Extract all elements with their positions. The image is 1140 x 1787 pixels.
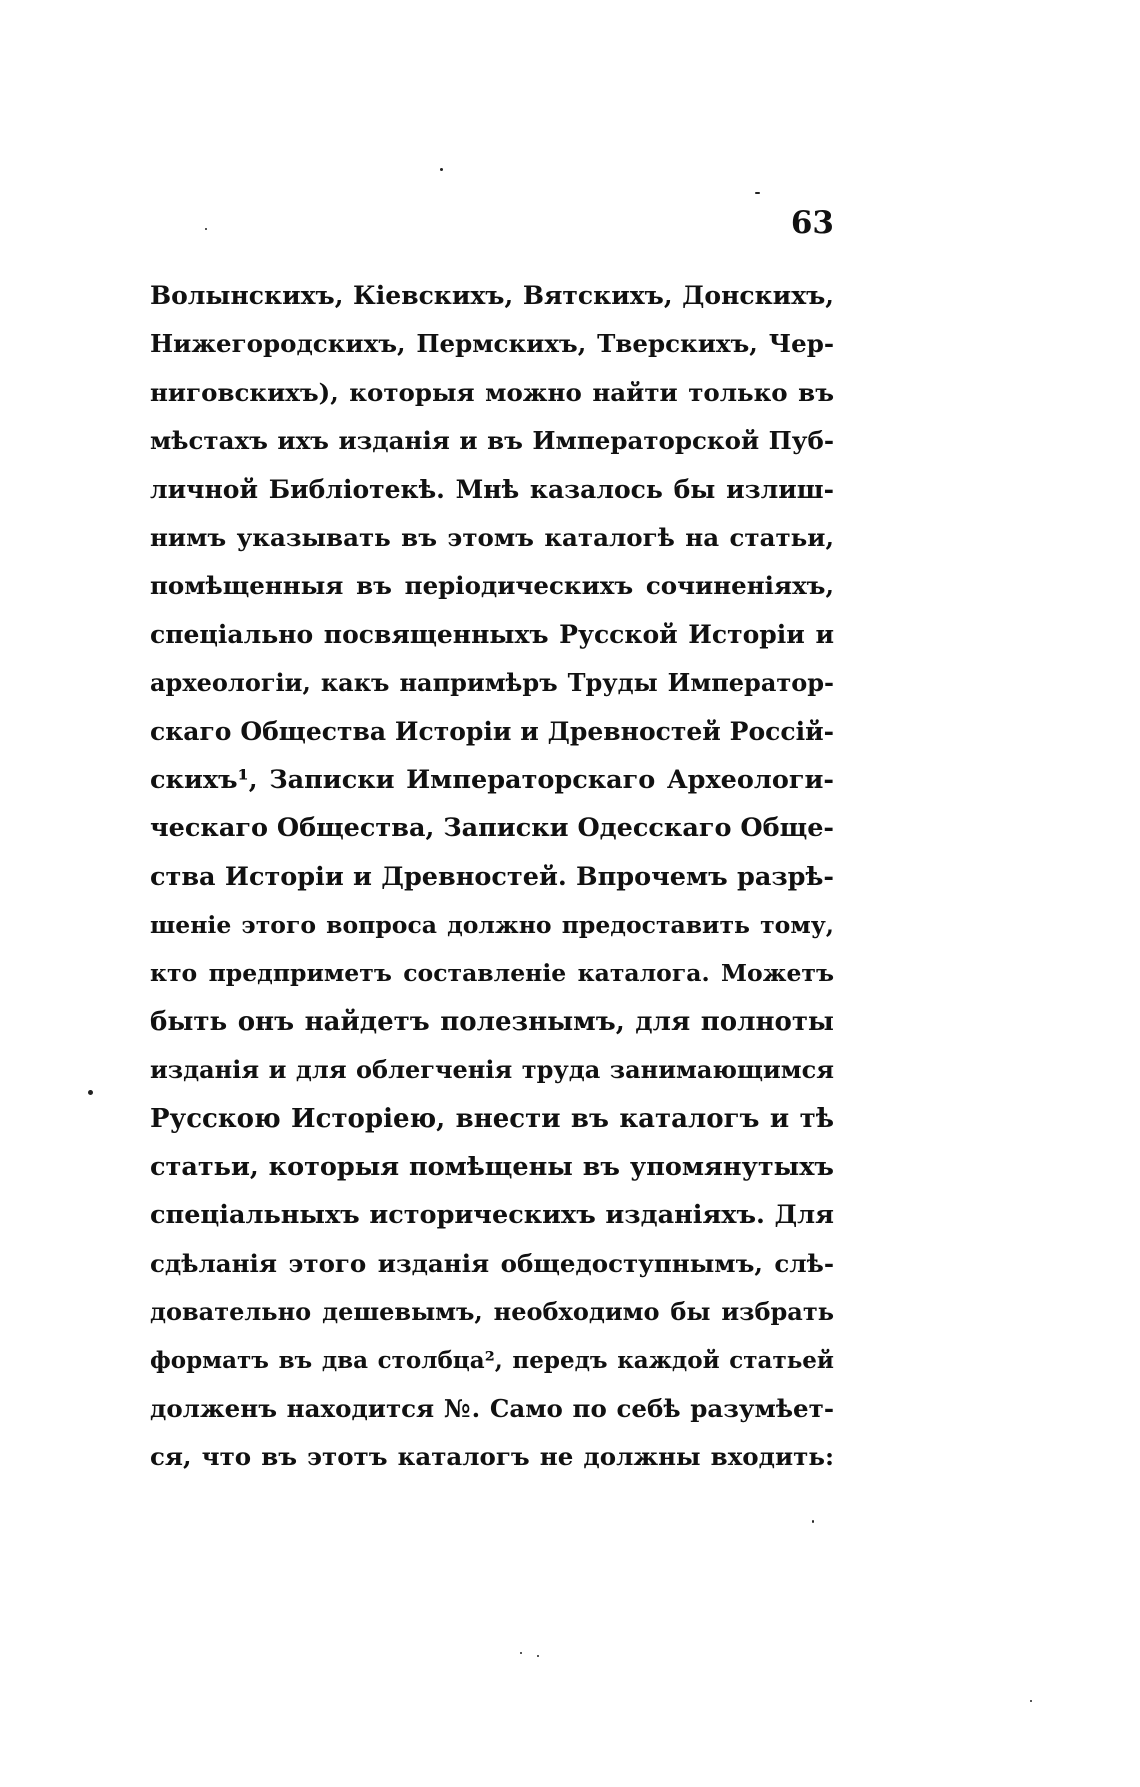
- scan-speck: [812, 1520, 814, 1523]
- text-line: Волынскихъ, Кіевскихъ, Вятскихъ, Донскихъ,: [150, 281, 834, 310]
- scan-speck: [537, 1655, 539, 1657]
- text-line: личной Библіотекѣ. Мнѣ казалось бы излиш-: [150, 474, 834, 504]
- text-line: скаго Общества Исторіи и Древностей Россій-: [150, 716, 834, 746]
- text-line: довательно дешевымъ, необходимо бы избрать: [150, 1297, 834, 1327]
- text-line: ческаго Общества, Записки Одесскаго Обще-: [150, 813, 835, 844]
- body-text: [150, 272, 834, 1482]
- scan-speck: [1030, 1700, 1032, 1702]
- scan-speck: [440, 168, 443, 171]
- scan-speck: [520, 1652, 522, 1654]
- scan-speck: [755, 192, 760, 194]
- text-line: скихъ¹, Записки Императорскаго Археологи-: [150, 764, 834, 795]
- scan-speck: [205, 228, 207, 230]
- text-line: изданія и для облегченія труда занимающимся: [150, 1055, 834, 1085]
- text-line: долженъ находится №. Само по себѣ разумѣет-: [150, 1393, 834, 1423]
- text-line: Русскою Исторіею, внести въ каталогъ и тѣ: [150, 1103, 834, 1134]
- text-line: ства Исторіи и Древностей. Впрочемъ разрѣ-: [150, 861, 834, 892]
- text-line: статьи, которыя помѣщены въ упомянутыхъ: [150, 1152, 834, 1183]
- scan-speck: [88, 1090, 93, 1095]
- text-line: археологіи, какъ напримѣръ Труды Император-: [150, 668, 834, 698]
- text-line: нимъ указывать въ этомъ каталогѣ на статьи,: [150, 522, 834, 552]
- text-line: мѣстахъ ихъ изданія и въ Императорской Пуб-: [150, 426, 834, 456]
- text-line: форматъ въ два столбца², передъ каждой статьей: [150, 1346, 834, 1374]
- text-line: ся, что въ этотъ каталогъ не должны входить:: [150, 1442, 834, 1472]
- text-line: Нижегородскихъ, Пермскихъ, Тверскихъ, Чер-: [150, 329, 834, 359]
- text-line: ниговскихъ), которыя можно найти только въ: [150, 377, 834, 407]
- text-line: спеціальныхъ историческихъ изданіяхъ. Для: [150, 1200, 834, 1231]
- text-line: помѣщенныя въ періодическихъ сочиненіяхъ,: [150, 571, 834, 601]
- page-number: 63: [790, 205, 834, 241]
- text-line: шеніе этого вопроса должно предоставить тому,: [150, 911, 834, 940]
- text-line: сдѣланія этого изданія общедоступнымъ, слѣ-: [150, 1248, 834, 1278]
- text-line: спеціально посвященныхъ Русской Исторіи и: [150, 619, 834, 649]
- text-line: кто предприметъ составленіе каталога. Можетъ: [150, 959, 834, 988]
- text-line: быть онъ найдетъ полезнымъ, для полноты: [150, 1006, 834, 1037]
